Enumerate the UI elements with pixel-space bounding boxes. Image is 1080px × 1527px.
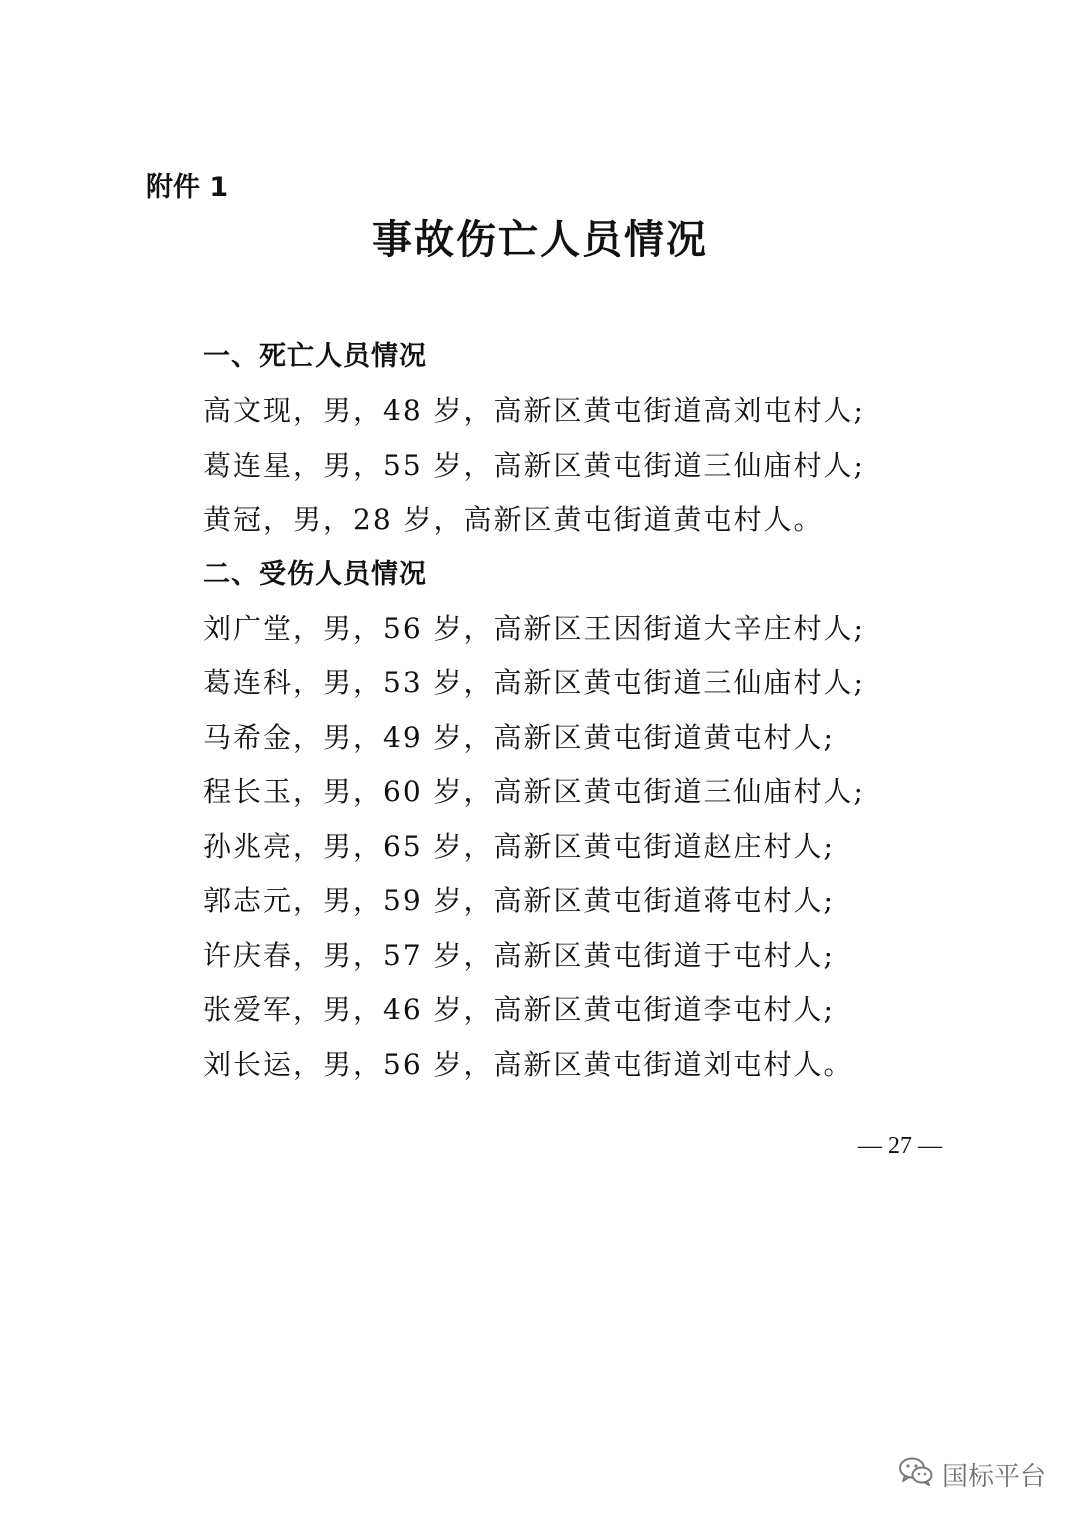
list-item: 张爱军，男，46 岁，高新区黄屯街道李屯村人; — [203, 993, 835, 1026]
list-item: 孙兆亮，男，65 岁，高新区黄屯街道赵庄村人; — [203, 829, 835, 863]
list-item: 高文现，男，48 岁，高新区黄屯街道高刘屯村人; — [203, 394, 865, 427]
attachment-label: 附件 1 — [146, 172, 229, 203]
section-heading: 一、死亡人员情况 — [203, 341, 427, 372]
list-item: 刘广堂，男，56 岁，高新区王因街道大辛庄村人; — [203, 611, 865, 645]
list-item: 程长玉，男，60 岁，高新区黄屯街道三仙庙村人; — [203, 775, 865, 808]
list-item: 葛连星，男，55 岁，高新区黄屯街道三仙庙村人; — [203, 448, 865, 482]
page-number: — 27 — — [858, 1133, 942, 1159]
document-body — [203, 330, 963, 1092]
list-item: 黄冠，男，28 岁，高新区黄屯街道黄屯村人。 — [203, 503, 824, 536]
list-item: 刘长运，男，56 岁，高新区黄屯街道刘屯村人。 — [203, 1047, 854, 1081]
section-deceased — [203, 330, 963, 548]
wechat-icon — [898, 1456, 942, 1498]
watermark — [898, 1456, 1046, 1498]
section-injured — [203, 548, 963, 1093]
document-title: 事故伤亡人员情况 — [372, 216, 708, 263]
list-item: 许庆春，男，57 岁，高新区黄屯街道于屯村人; — [203, 938, 835, 972]
list-item: 葛连科，男，53 岁，高新区黄屯街道三仙庙村人; — [203, 666, 865, 699]
section-heading: 二、受伤人员情况 — [203, 558, 427, 590]
list-item: 郭志元，男，59 岁，高新区黄屯街道蒋屯村人; — [203, 884, 835, 917]
watermark-text: 国标平台 — [941, 1462, 1046, 1492]
list-item: 马希金，男，49 岁，高新区黄屯街道黄屯村人; — [203, 720, 835, 754]
